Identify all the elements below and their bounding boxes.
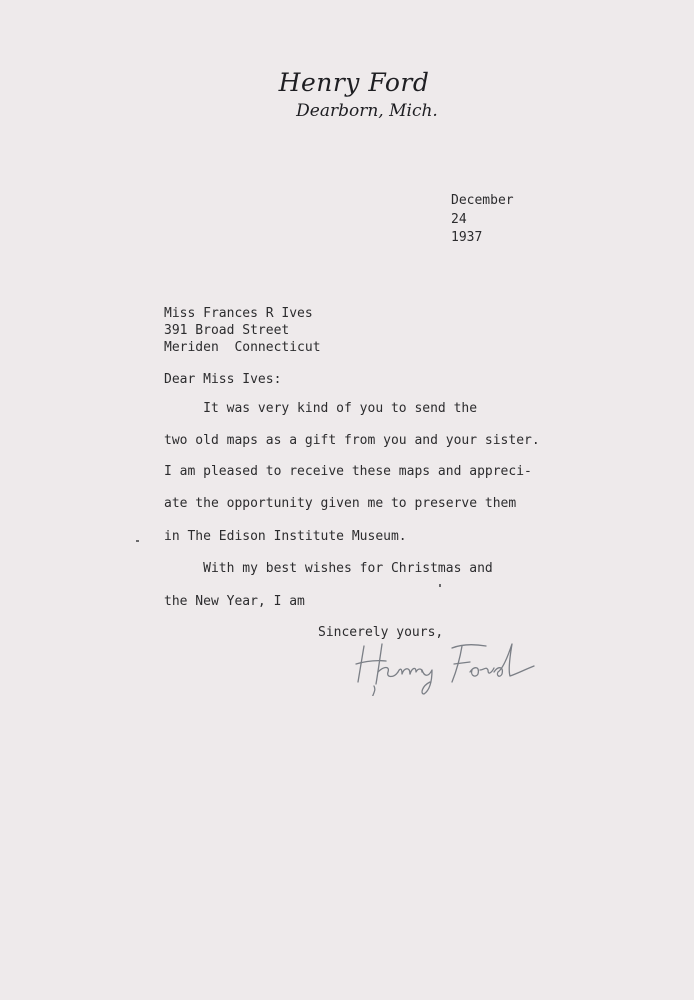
date-day: 24 [451,212,467,227]
recipient-name: Miss Frances R Ives [164,306,313,321]
salutation: Dear Miss Ives: [164,372,282,387]
paper-speck [136,540,139,542]
body-line: I am pleased to receive these maps and appreci- [164,464,532,479]
body-line: It was very kind of you to send the [164,401,478,416]
handwritten-signature [352,636,542,696]
body-line: the New Year, I am [164,594,305,609]
paper-speck [439,584,441,587]
body-line: With my best wishes for Christmas and [164,561,493,576]
recipient-city: Meriden Connecticut [164,340,321,355]
body-line: ate the opportunity given me to preserve them [164,496,517,511]
letterhead [0,68,694,121]
date-month: December [451,193,514,208]
body-line: in The Edison Institute Museum. [164,529,407,544]
letterhead-name: Henry Ford [278,68,430,97]
letterhead-city: Dearborn, Mich. [296,101,438,121]
body-line: two old maps as a gift from you and your sister. [164,433,540,448]
closing: Sincerely yours, [318,625,444,640]
recipient-street: 391 Broad Street [164,323,290,338]
date-year: 1937 [451,230,483,245]
